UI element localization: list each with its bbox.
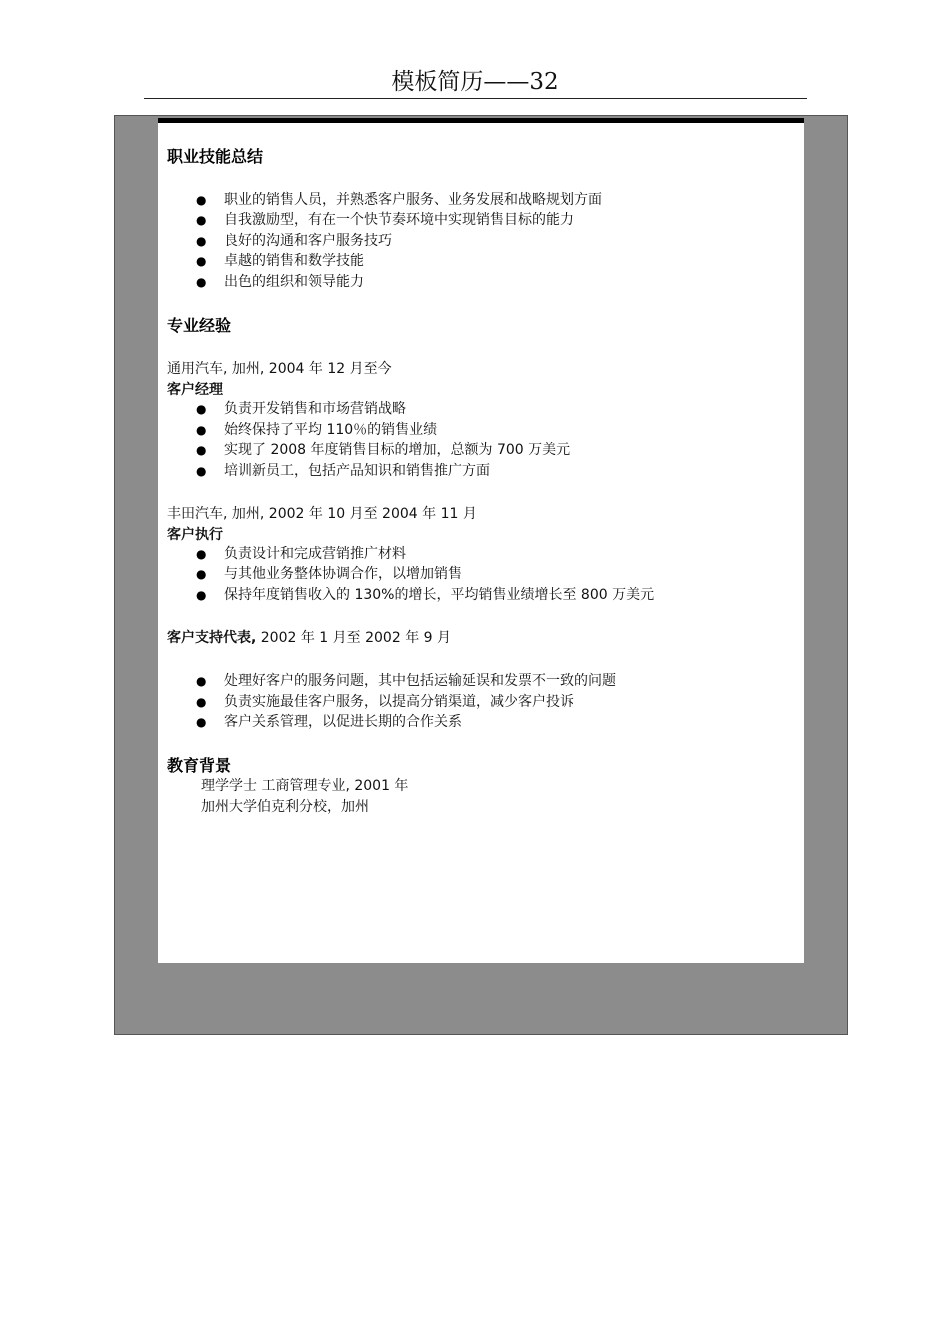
- job-item-text: 负责设计和完成营销推广材料: [224, 546, 406, 562]
- job-item-text: 始终保持了平均 110％的销售业绩: [224, 422, 438, 438]
- job-item-text: 与其他业务整体协调合作，以增加销售: [224, 566, 462, 582]
- job-list-item: [196, 399, 406, 419]
- job-list-item: [196, 440, 570, 460]
- skills-list-item: [196, 272, 364, 292]
- bullet-dot: ●: [196, 275, 207, 289]
- skills-item-text: 自我激励型，有在一个快节奏环境中实现销售目标的能力: [224, 212, 574, 228]
- skills-list-item: [196, 190, 602, 210]
- skills-list-item: [196, 231, 392, 251]
- bullet-dot: ●: [196, 402, 207, 416]
- job-company-line: 丰田汽车, 加州, 2002 年 10 月至 2004 年 11 月: [167, 506, 477, 522]
- job-list-item: [196, 712, 462, 732]
- title-underline: [144, 98, 807, 99]
- job-item-text: 负责开发销售和市场营销战略: [224, 401, 406, 417]
- bullet-dot: ●: [196, 443, 207, 457]
- bullet-dot: ●: [196, 588, 207, 602]
- bullet-dot: ●: [196, 715, 207, 729]
- job-role-dates: 2002 年 1 月至 2002 年 9 月: [256, 630, 452, 646]
- skills-item-text: 出色的组织和领导能力: [224, 274, 364, 290]
- education-heading: 教育背景: [167, 756, 232, 775]
- job-item-text: 客户关系管理，以促进长期的合作关系: [224, 714, 462, 730]
- job-company-line: 通用汽车, 加州, 2004 年 12 月至今: [167, 361, 392, 377]
- bullet-dot: ●: [196, 254, 207, 268]
- skills-list-item: [196, 210, 574, 230]
- bullet-dot: ●: [196, 193, 207, 207]
- bullet-dot: ●: [196, 464, 207, 478]
- skills-item-text: 卓越的销售和数学技能: [224, 253, 364, 269]
- job-item-text: 实现了 2008 年度销售目标的增加，总额为 700 万美元: [224, 442, 571, 458]
- job-role-line: [167, 628, 451, 648]
- job-role: 客户经理: [167, 382, 223, 398]
- job-list-item: [196, 585, 654, 605]
- job-item-text: 培训新员工，包括产品知识和销售推广方面: [224, 463, 490, 479]
- bullet-dot: ●: [196, 695, 207, 709]
- job-list-item: [196, 671, 616, 691]
- job-list-item: [196, 692, 574, 712]
- bullet-dot: ●: [196, 567, 207, 581]
- experience-heading: 专业经验: [167, 316, 232, 335]
- skills-list-item: [196, 251, 364, 271]
- job-list-item: [196, 544, 406, 564]
- education-degree: 理学学士 工商管理专业, 2001 年: [201, 778, 409, 794]
- bullet-dot: ●: [196, 213, 207, 227]
- job-list-item: [196, 420, 437, 440]
- job-item-text: 负责实施最佳客户服务，以提高分销渠道，减少客户投诉: [224, 694, 574, 710]
- job-item-text: 处理好客户的服务问题，其中包括运输延误和发票不一致的问题: [224, 673, 616, 689]
- bullet-dot: ●: [196, 234, 207, 248]
- page-title: 模板简历——32: [391, 69, 559, 95]
- sheet-top-rule: [158, 118, 804, 123]
- job-item-text: 保持年度销售收入的 130%的增长，平均销售业绩增长至 800 万美元: [224, 587, 655, 603]
- skills-item-text: 职业的销售人员，并熟悉客户服务、业务发展和战略规划方面: [224, 192, 602, 208]
- bullet-dot: ●: [196, 547, 207, 561]
- job-role: 客户执行: [167, 527, 223, 543]
- bullet-dot: ●: [196, 423, 207, 437]
- education-school: 加州大学伯克利分校，加州: [201, 799, 369, 815]
- job-list-item: [196, 461, 490, 481]
- resume-sheet: [158, 118, 804, 963]
- bullet-dot: ●: [196, 674, 207, 688]
- skills-item-text: 良好的沟通和客户服务技巧: [224, 233, 392, 249]
- job-role-bold: 客户支持代表,: [167, 630, 257, 646]
- job-list-item: [196, 564, 462, 584]
- skills-heading: 职业技能总结: [167, 147, 264, 166]
